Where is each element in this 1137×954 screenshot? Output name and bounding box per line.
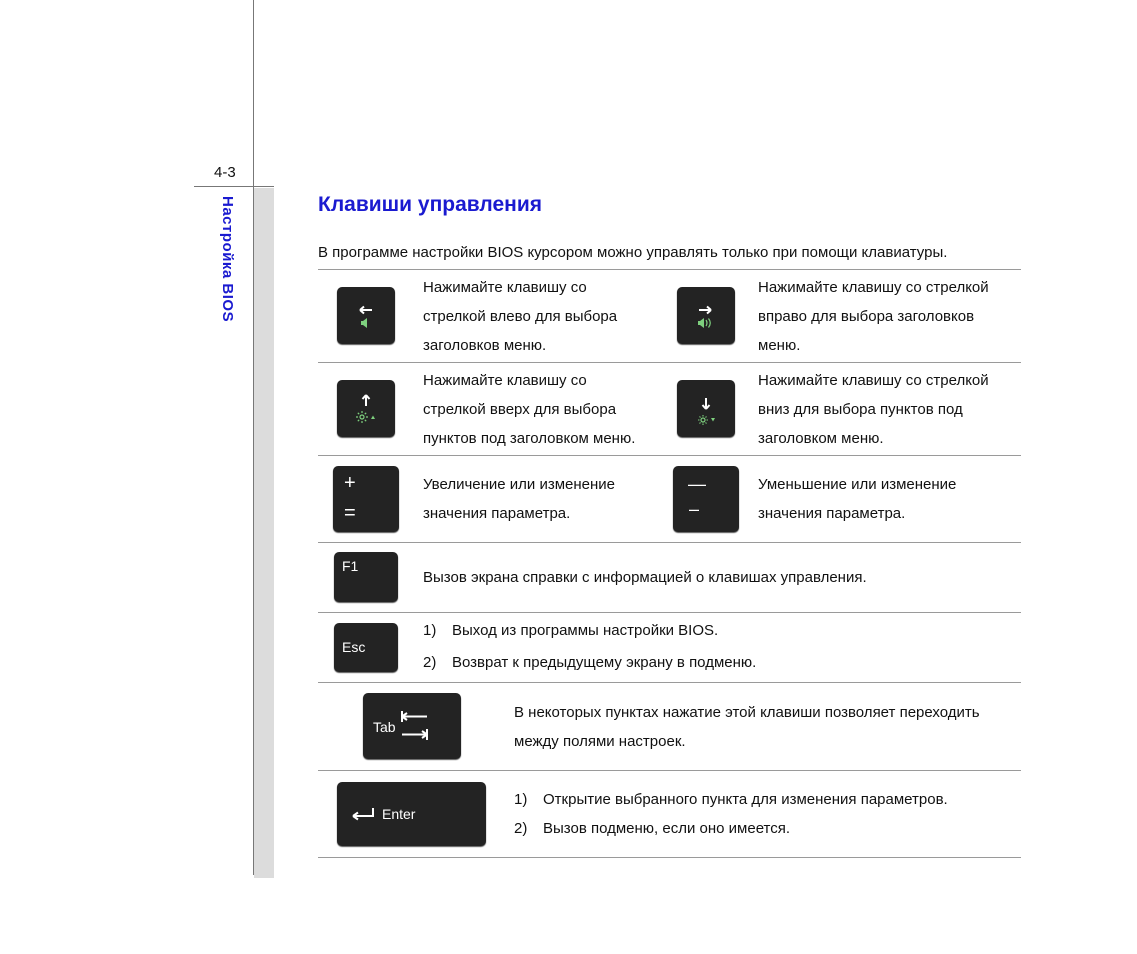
side-bar [254,188,274,878]
page-title: Клавиши управления [318,193,542,216]
plus-key-description: Увеличение или изменение значения параметра. [423,476,616,522]
down-arrow-brightness-down-icon [677,380,735,437]
left-arrow-volume-down-icon [337,287,395,344]
esc-key [334,623,398,672]
minus-key-bottom-label: – [689,499,700,519]
row-divider [318,269,1021,270]
right-key-description: Нажимайте клавишу со стрелкой вправо для выбора заголовков меню. [758,279,989,354]
row-divider [318,455,1021,456]
minus-key [673,466,739,532]
down-key-description: Нажимайте клавишу со стрелкой вниз для выбора пунктов под заголовком меню. [758,372,989,447]
enter-item-text: Открытие выбранного пункта для изменения параметров. [543,791,948,808]
esc-item-text: Возврат к предыдущему экрану в подменю. [452,654,757,671]
enter-item-number: 1) [514,791,528,808]
down-arrow-key [677,380,735,437]
page-number: 4-3 [214,164,236,181]
up-arrow-key [337,380,395,437]
tab-key-description: В некоторых пунктах нажатие этой клавиши позволяет переходить между полями настроек. [514,704,980,750]
minus-key-description: Уменьшение или изменение значения параметра. [758,476,957,522]
plus-key-top-label: + [344,472,356,494]
right-arrow-key [677,287,735,344]
f1-key-description: Вызов экрана справки с информацией о клавишах управления. [423,569,867,586]
tab-key-label: Tab [373,719,396,735]
plus-key [333,466,399,532]
f1-key [334,552,398,602]
esc-item-number: 2) [423,654,437,671]
row-divider [318,612,1021,613]
minus-key-top-label: — [688,474,706,494]
left-key-description: Нажимайте клавишу со стрелкой влево для выбора заголовков меню. [423,279,618,354]
row-divider [318,857,1021,858]
enter-item-text: Вызов подменю, если оно имеется. [543,820,791,837]
tab-arrows-icon [363,693,461,759]
esc-item-number: 1) [423,622,437,639]
up-key-description: Нажимайте клавишу со стрелкой вверх для выбора пунктов под заголовком меню. [423,372,636,447]
f1-key-label: F1 [342,558,359,574]
right-arrow-volume-up-icon [677,287,735,344]
enter-item-number: 2) [514,820,528,837]
intro-text: В программе настройки BIOS курсором можно управлять только при помощи клавиатуры. [318,244,948,261]
side-section-title: Настройка BIOS [219,196,236,323]
row-divider [318,542,1021,543]
row-divider [318,770,1021,771]
enter-key-label: Enter [382,806,416,822]
up-arrow-brightness-up-icon [337,380,395,437]
enter-key [337,782,486,846]
esc-item-text: Выход из программы настройки BIOS. [452,622,719,639]
esc-key-label: Esc [342,639,366,655]
row-divider [318,682,1021,683]
page-number-rule [194,186,274,187]
tab-key [363,693,461,759]
left-arrow-key [337,287,395,344]
row-divider [318,362,1021,363]
plus-key-bottom-label: = [344,502,356,524]
